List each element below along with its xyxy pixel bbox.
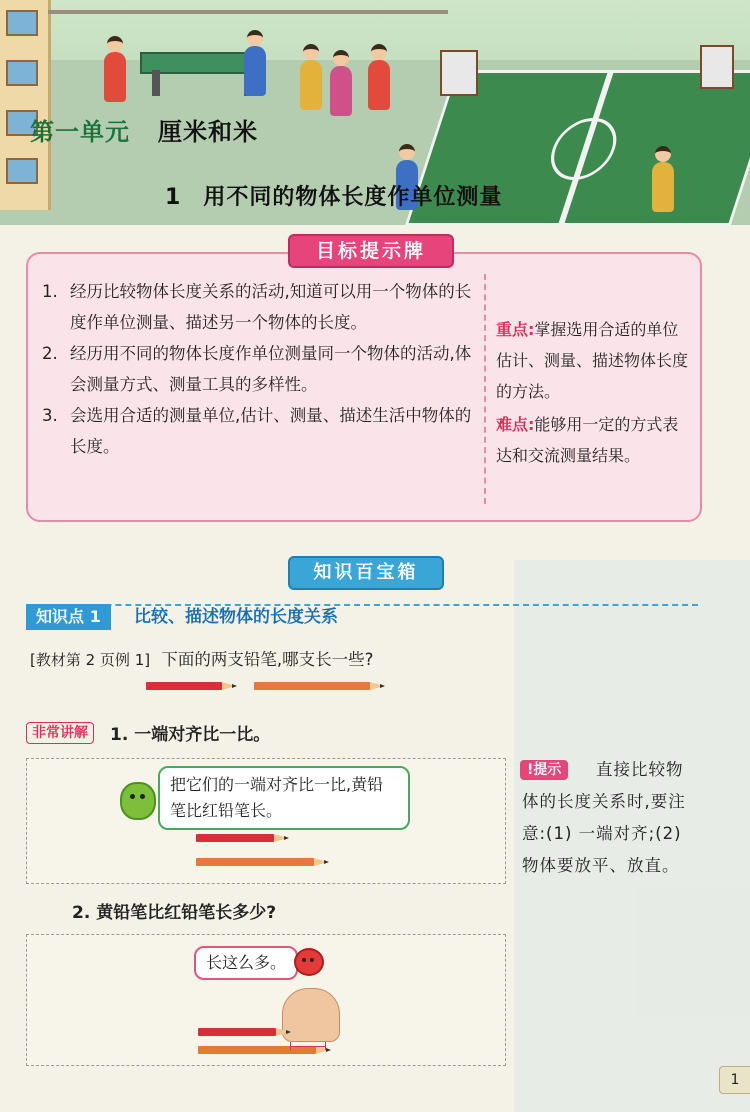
lesson-number: 1 bbox=[165, 185, 182, 210]
goals-list bbox=[42, 276, 480, 462]
goal-text: 经历用不同的物体长度作单位测量同一个物体的活动,体会测量方式、测量工具的多样性。 bbox=[70, 344, 472, 394]
divider bbox=[26, 604, 698, 606]
example-source: [教材第 2 页例 1] bbox=[30, 651, 151, 669]
knowledge-point-title: 比较、描述物体的长度关系 bbox=[134, 607, 338, 627]
example bbox=[30, 646, 373, 670]
knowledge-point-tag: 知识点 1 bbox=[26, 604, 111, 630]
basketball-hoop bbox=[700, 45, 734, 89]
window bbox=[6, 60, 38, 86]
unit-number: 第一单元 bbox=[30, 118, 130, 146]
unit-title bbox=[30, 112, 258, 147]
yellow-pencil bbox=[254, 682, 384, 690]
child-figure bbox=[652, 162, 674, 212]
difficulty-text: 能够用一定的方式表达和交流测量结果。 bbox=[496, 415, 679, 465]
key-point-label: 重点: bbox=[496, 320, 535, 339]
example-question: 下面的两支铅笔,哪支长一些? bbox=[161, 650, 374, 669]
red-pencil bbox=[198, 1028, 290, 1036]
key-points bbox=[496, 314, 692, 473]
child-figure bbox=[104, 52, 126, 102]
difficulty-label: 难点: bbox=[496, 415, 535, 434]
goal-text: 会选用合适的测量单位,估计、测量、描述生活中物体的长度。 bbox=[70, 406, 472, 456]
red-pencil bbox=[146, 682, 236, 690]
unit-name: 厘米和米 bbox=[158, 118, 258, 146]
apple-character bbox=[120, 782, 156, 820]
window bbox=[6, 10, 38, 36]
goals-box bbox=[26, 252, 702, 522]
goal-item bbox=[42, 338, 480, 400]
page-number: 1 bbox=[719, 1066, 750, 1094]
goal-item bbox=[42, 276, 480, 338]
child-figure bbox=[244, 46, 266, 96]
tip-text: 直接比较物体的长度关系时,要注意:(1) 一端对齐;(2) 物体要放平、放直。 bbox=[522, 760, 686, 875]
difficulty bbox=[496, 409, 692, 471]
red-pencil bbox=[196, 834, 288, 842]
divider bbox=[484, 274, 486, 504]
goal-number: 1. bbox=[42, 282, 58, 301]
child-figure bbox=[300, 60, 322, 110]
basketball-hoop bbox=[440, 50, 478, 96]
goal-number: 3. bbox=[42, 406, 58, 425]
child-figure bbox=[330, 66, 352, 116]
step-2: 2. 黄铅笔比红铅笔长多少? bbox=[72, 903, 277, 923]
fence bbox=[48, 10, 448, 14]
step-1: 1. 一端对齐比一比。 bbox=[110, 725, 271, 745]
school-building bbox=[0, 0, 51, 210]
knowledge-banner: 知识百宝箱 bbox=[288, 556, 444, 590]
difference-measure bbox=[290, 1046, 326, 1047]
speech-bubble: 把它们的一端对齐比一比,黄铅笔比红铅笔长。 bbox=[158, 766, 410, 830]
goals-banner: 目标提示牌 bbox=[288, 234, 454, 268]
yellow-pencil bbox=[196, 858, 328, 866]
header-illustration bbox=[0, 0, 750, 225]
lesson-title-text: 用不同的物体长度作单位测量 bbox=[203, 185, 503, 210]
goal-item bbox=[42, 400, 480, 462]
speech-bubble: 长这么多。 bbox=[194, 946, 298, 980]
key-point-text: 掌握选用合适的单位估计、测量、描述物体长度的方法。 bbox=[496, 320, 689, 401]
tip-tag: !提示 bbox=[520, 760, 568, 780]
child-figure bbox=[368, 60, 390, 110]
table-leg bbox=[152, 70, 160, 96]
window bbox=[6, 158, 38, 184]
tomato-character bbox=[294, 948, 324, 976]
lesson-title bbox=[165, 180, 502, 211]
goal-text: 经历比较物体长度关系的活动,知道可以用一个物体的长度作单位测量、描述另一个物体的长度。 bbox=[70, 282, 472, 332]
key-point bbox=[496, 314, 692, 407]
yellow-pencil bbox=[198, 1046, 330, 1054]
court-circle bbox=[543, 118, 625, 180]
explain-tag: 非常讲解 bbox=[26, 722, 94, 744]
goal-number: 2. bbox=[42, 344, 58, 363]
